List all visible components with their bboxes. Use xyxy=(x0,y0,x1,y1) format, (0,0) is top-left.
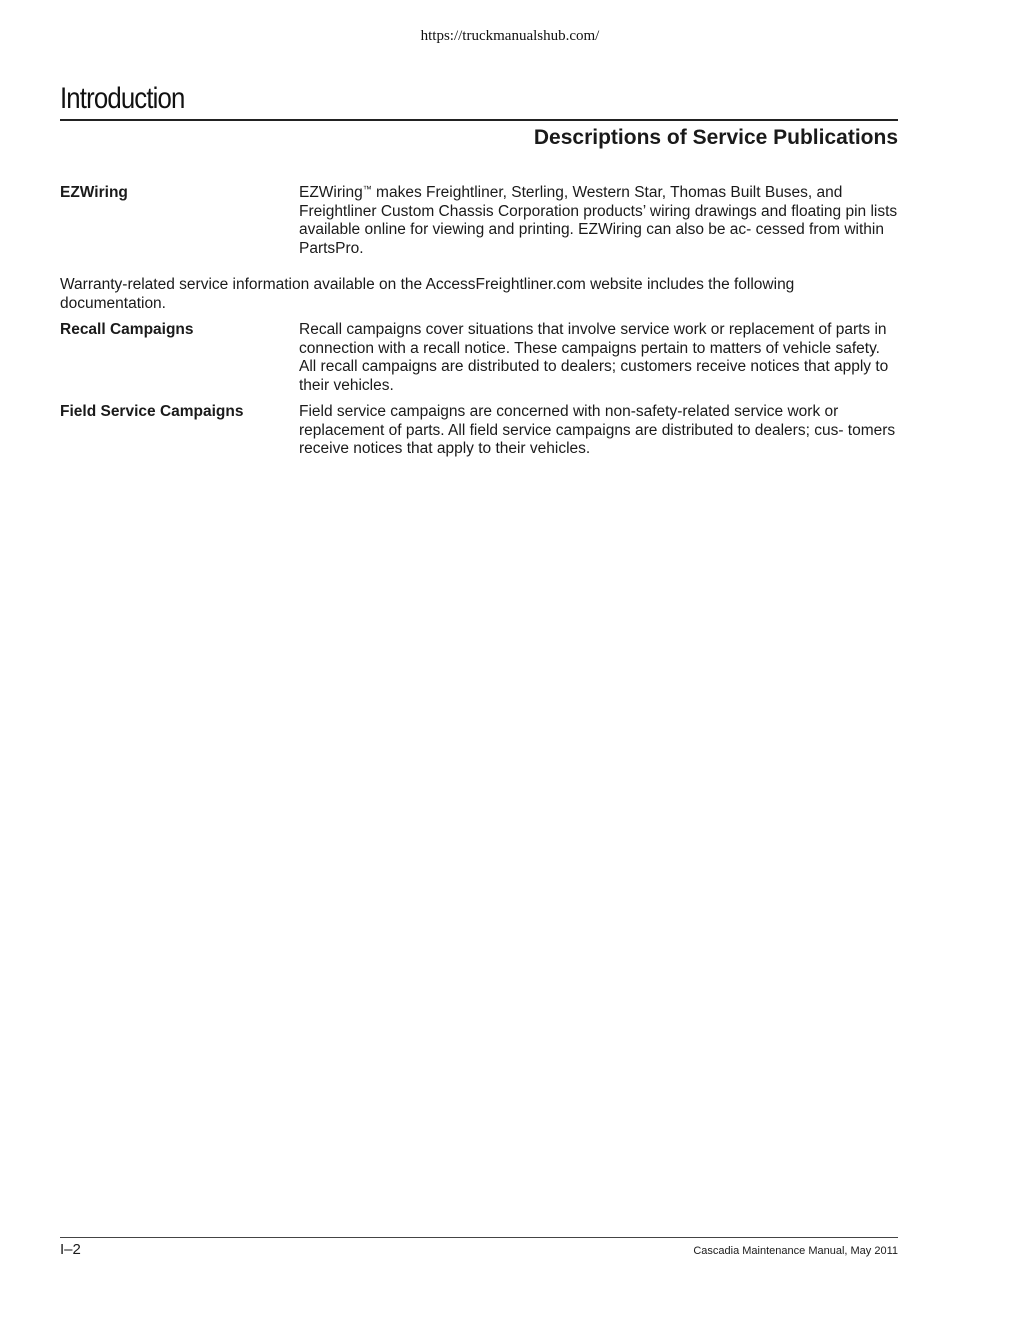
page-heading: Descriptions of Service Publications xyxy=(533,126,898,149)
entry-ezwiring xyxy=(60,184,898,258)
footer-document-title: Cascadia Maintenance Manual, May 2011 xyxy=(693,1245,898,1257)
entry-description xyxy=(299,184,898,258)
desc-rest: makes Freightliner, Sterling, Western Star, Thomas Built Buses, and Freightliner Custom Chassis Corporation products’ wiring drawings and floating pin lists available online for viewing and printing. EZWiring can also be ac- cessed from within PartsPro. xyxy=(299,184,898,257)
entry-description: Field service campaigns are concerned with non-safety-related service work or replacement of parts. All field service campaigns are distributed to dealers; cus- tomers receive notices that apply to their vehicles. xyxy=(299,403,896,457)
footer-page-number: I–2 xyxy=(60,1241,81,1258)
entry-description: Recall campaigns cover situations that involve service work or replacement of parts in connection with a recall notice. These campaigns pertain to matters of vehicle safety. All recall campaigns are distributed to dealers; customers receive notices that apply to their vehicles. xyxy=(299,321,889,394)
entry-term: Recall Campaigns xyxy=(60,321,194,338)
warranty-paragraph: Warranty-related service information available on the AccessFreightliner.com website includes the following documentation. xyxy=(60,276,795,312)
entry-term: EZWiring xyxy=(60,184,128,201)
title-divider xyxy=(60,119,898,121)
entry-term: Field Service Campaigns xyxy=(60,403,244,420)
entry-field-service-campaigns xyxy=(60,403,898,459)
trademark-symbol: ™ xyxy=(362,184,372,194)
page-content xyxy=(60,184,898,467)
section-title: Introduction xyxy=(60,82,185,115)
desc-prefix: EZWiring xyxy=(299,184,363,201)
source-url[interactable]: https://truckmanualshub.com/ xyxy=(420,28,600,44)
entry-recall-campaigns xyxy=(60,321,898,395)
footer-divider xyxy=(60,1237,898,1238)
